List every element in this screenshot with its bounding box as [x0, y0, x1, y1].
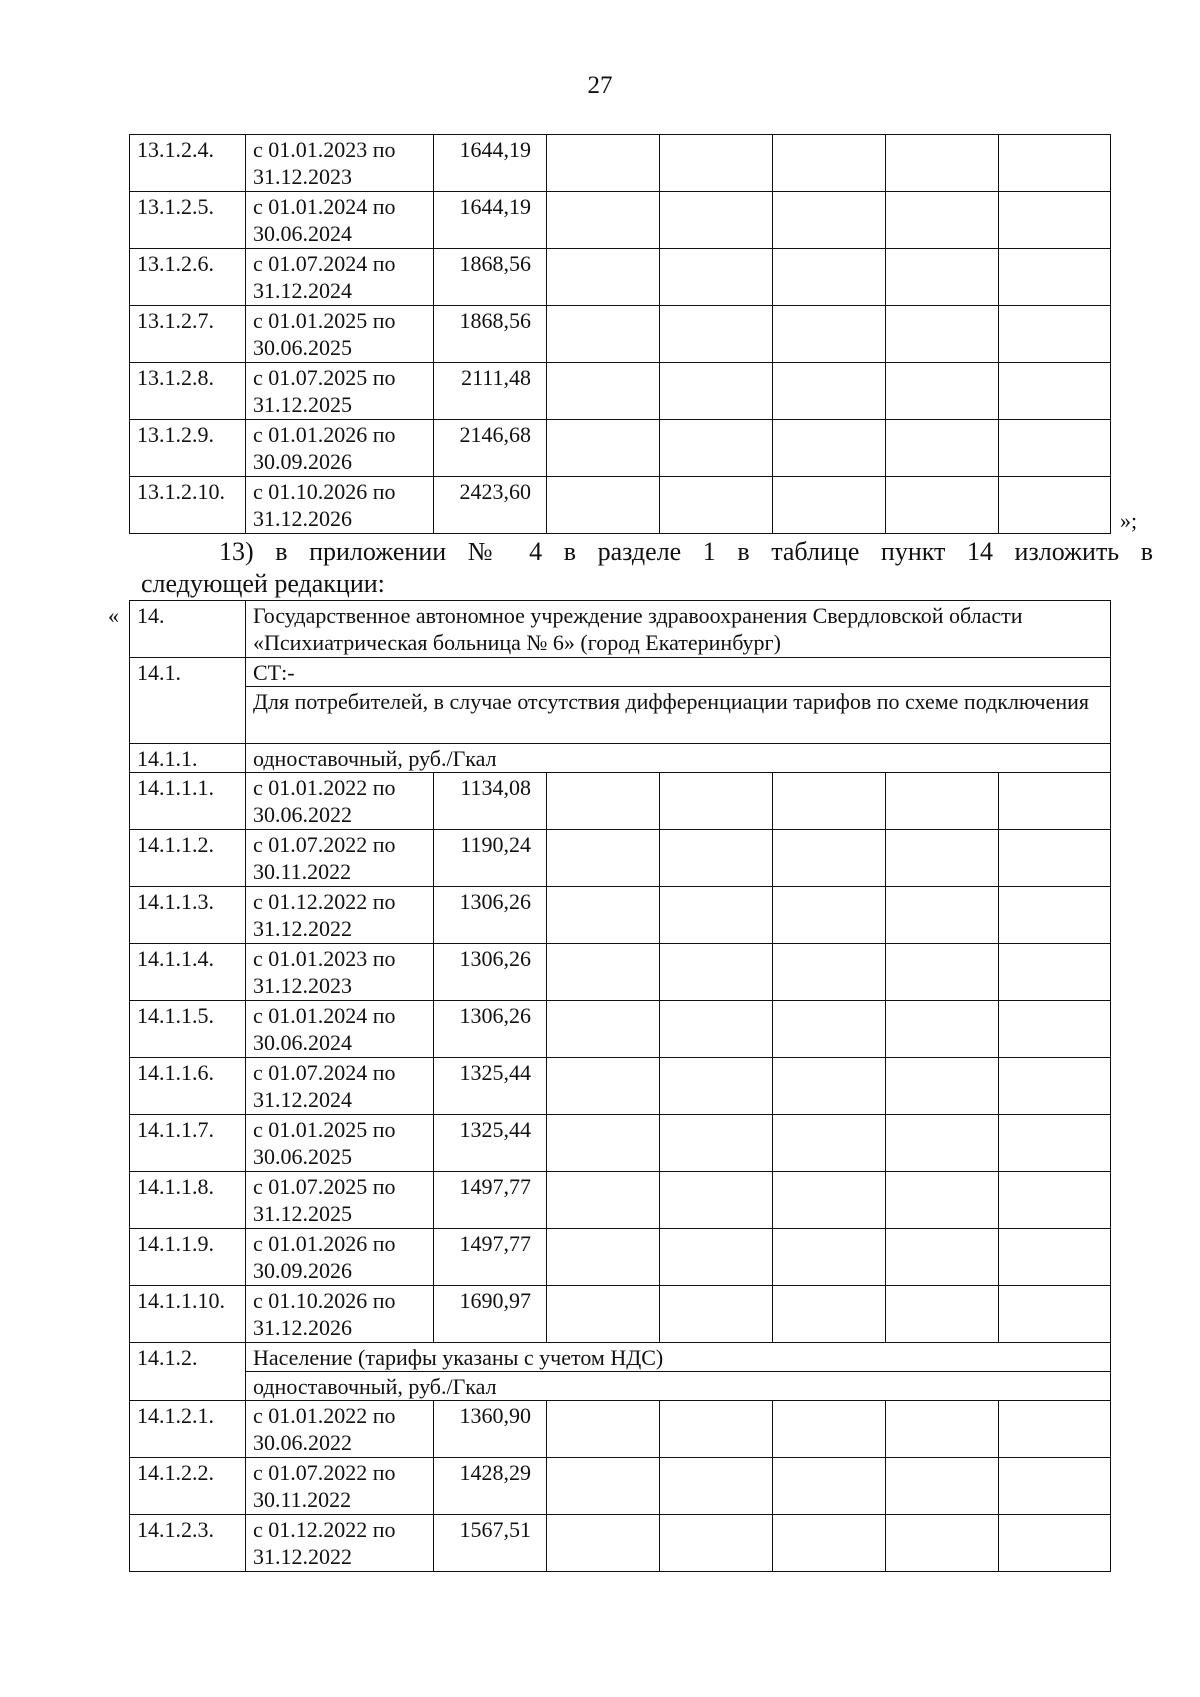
row-period: с 01.01.2024 по 30.06.2024: [246, 1001, 434, 1058]
empty-cell: [660, 477, 773, 534]
empty-cell: [547, 363, 660, 420]
table-row: [130, 944, 1111, 1001]
row-value: 1190,24: [434, 830, 547, 887]
table-row: [130, 306, 1111, 363]
row-period: с 01.12.2022 по 31.12.2022: [246, 887, 434, 944]
empty-cell: [999, 249, 1111, 306]
empty-cell: [660, 773, 773, 830]
row-code: 14.1.1.7.: [130, 1115, 246, 1172]
table-row: [130, 363, 1111, 420]
empty-cell: [773, 1286, 886, 1343]
empty-cell: [999, 1229, 1111, 1286]
row-value: 2111,48: [434, 363, 547, 420]
empty-cell: [773, 1401, 886, 1458]
empty-cell: [660, 1458, 773, 1515]
table-row: [130, 477, 1111, 534]
row-code: 14.1.1.6.: [130, 1058, 246, 1115]
row-code: 14.1.: [130, 658, 246, 744]
table-row: [130, 1286, 1111, 1343]
empty-cell: [999, 1001, 1111, 1058]
row-code: 14.1.2.: [130, 1343, 246, 1401]
empty-cell: [999, 830, 1111, 887]
row-period: с 01.01.2023 по 31.12.2023: [246, 944, 434, 1001]
empty-cell: [773, 192, 886, 249]
empty-cell: [886, 1515, 999, 1572]
row-period: с 01.01.2023 по 31.12.2023: [246, 135, 434, 192]
empty-cell: [660, 830, 773, 887]
empty-cell: [660, 363, 773, 420]
empty-cell: [886, 135, 999, 192]
row-code: 14.1.1.3.: [130, 887, 246, 944]
row-period: с 01.01.2026 по 30.09.2026: [246, 420, 434, 477]
empty-cell: [660, 192, 773, 249]
empty-cell: [886, 830, 999, 887]
row-code: 13.1.2.7.: [130, 306, 246, 363]
empty-cell: [547, 1172, 660, 1229]
table-row: [130, 420, 1111, 477]
row-value: 1306,26: [434, 887, 547, 944]
row-code: 14.1.2.3.: [130, 1515, 246, 1572]
empty-cell: [547, 1286, 660, 1343]
table-row: [130, 830, 1111, 887]
row-value: 1567,51: [434, 1515, 547, 1572]
empty-cell: [886, 420, 999, 477]
table-row: [130, 135, 1111, 192]
row-text: Население (тарифы указаны с учетом НДС): [246, 1343, 1111, 1372]
table-row: [130, 773, 1111, 830]
empty-cell: [547, 773, 660, 830]
table-row: [130, 192, 1111, 249]
empty-cell: [999, 192, 1111, 249]
empty-cell: [547, 1115, 660, 1172]
empty-cell: [773, 944, 886, 1001]
table-row: [130, 601, 1111, 658]
row-period: с 01.01.2026 по 30.09.2026: [246, 1229, 434, 1286]
row-value: 1428,29: [434, 1458, 547, 1515]
row-code: 14.1.1.9.: [130, 1229, 246, 1286]
row-code: 13.1.2.6.: [130, 249, 246, 306]
row-code: 13.1.2.9.: [130, 420, 246, 477]
row-value: 1360,90: [434, 1401, 547, 1458]
empty-cell: [547, 135, 660, 192]
row-code: 13.1.2.4.: [130, 135, 246, 192]
table-row: [130, 1343, 1111, 1372]
empty-cell: [660, 420, 773, 477]
empty-cell: [660, 887, 773, 944]
table-row: [130, 1058, 1111, 1115]
empty-cell: [773, 1172, 886, 1229]
row-code: 14.1.1.1.: [130, 773, 246, 830]
empty-cell: [886, 1401, 999, 1458]
empty-cell: [660, 249, 773, 306]
empty-cell: [660, 1229, 773, 1286]
row-period: с 01.01.2025 по 30.06.2025: [246, 1115, 434, 1172]
empty-cell: [547, 192, 660, 249]
empty-cell: [773, 887, 886, 944]
empty-cell: [773, 1115, 886, 1172]
empty-cell: [886, 1229, 999, 1286]
row-code: 14.1.1.5.: [130, 1001, 246, 1058]
table-row: [130, 1001, 1111, 1058]
empty-cell: [773, 773, 886, 830]
empty-cell: [660, 306, 773, 363]
empty-cell: [547, 1229, 660, 1286]
empty-cell: [547, 887, 660, 944]
row-code: 13.1.2.5.: [130, 192, 246, 249]
empty-cell: [660, 944, 773, 1001]
empty-cell: [773, 1058, 886, 1115]
table-row: [130, 1115, 1111, 1172]
empty-cell: [999, 1286, 1111, 1343]
empty-cell: [886, 1058, 999, 1115]
empty-cell: [547, 477, 660, 534]
row-period: с 01.07.2025 по 31.12.2025: [246, 363, 434, 420]
empty-cell: [773, 249, 886, 306]
row-value: 2146,68: [434, 420, 547, 477]
empty-cell: [886, 1001, 999, 1058]
empty-cell: [547, 944, 660, 1001]
row-text: Для потребителей, в случае отсутствия дифференциации тарифов по схеме подключения: [246, 687, 1111, 744]
row-text: СТ:-: [246, 658, 1111, 687]
empty-cell: [547, 1401, 660, 1458]
row-period: с 01.07.2024 по 31.12.2024: [246, 1058, 434, 1115]
empty-cell: [999, 306, 1111, 363]
organization-name: Государственное автономное учреждение здравоохранения Свердловской области «Психиатрическая больница № 6» (город Екатеринбург): [246, 601, 1111, 658]
table-row: [130, 1401, 1111, 1458]
empty-cell: [999, 944, 1111, 1001]
row-period: с 01.01.2022 по 30.06.2022: [246, 773, 434, 830]
table-row: [130, 1372, 1111, 1401]
row-code: 14.: [130, 601, 246, 658]
page-number: 27: [587, 72, 613, 99]
empty-cell: [660, 1058, 773, 1115]
empty-cell: [773, 830, 886, 887]
row-value: 1325,44: [434, 1058, 547, 1115]
row-code: 13.1.2.10.: [130, 477, 246, 534]
row-period: с 01.10.2026 по 31.12.2026: [246, 1286, 434, 1343]
empty-cell: [886, 773, 999, 830]
empty-cell: [773, 1458, 886, 1515]
row-code: 14.1.1.4.: [130, 944, 246, 1001]
row-period: с 01.07.2025 по 31.12.2025: [246, 1172, 434, 1229]
empty-cell: [660, 1286, 773, 1343]
empty-cell: [547, 306, 660, 363]
empty-cell: [886, 306, 999, 363]
empty-cell: [886, 1115, 999, 1172]
row-value: 1306,26: [434, 1001, 547, 1058]
row-value: 1868,56: [434, 306, 547, 363]
empty-cell: [886, 249, 999, 306]
empty-cell: [999, 135, 1111, 192]
empty-cell: [660, 1115, 773, 1172]
empty-cell: [886, 363, 999, 420]
empty-cell: [886, 887, 999, 944]
table-body: [130, 601, 1111, 1572]
row-code: 13.1.2.8.: [130, 363, 246, 420]
empty-cell: [773, 1515, 886, 1572]
row-value: 1644,19: [434, 192, 547, 249]
opening-quote-mark: «: [108, 603, 119, 628]
row-period: с 01.01.2025 по 30.06.2025: [246, 306, 434, 363]
row-value: 2423,60: [434, 477, 547, 534]
table-row: [130, 249, 1111, 306]
table-row: [130, 744, 1111, 773]
row-code: 14.1.2.1.: [130, 1401, 246, 1458]
row-period: с 01.07.2022 по 30.11.2022: [246, 1458, 434, 1515]
row-code: 14.1.1.2.: [130, 830, 246, 887]
row-code: 14.1.1.10.: [130, 1286, 246, 1343]
empty-cell: [547, 1001, 660, 1058]
row-period: с 01.10.2026 по 31.12.2026: [246, 477, 434, 534]
empty-cell: [660, 135, 773, 192]
row-text: одноставочный, руб./Гкал: [246, 744, 1111, 773]
table-row: [130, 1515, 1111, 1572]
empty-cell: [999, 1401, 1111, 1458]
empty-cell: [773, 363, 886, 420]
empty-cell: [547, 420, 660, 477]
empty-cell: [547, 830, 660, 887]
row-period: с 01.01.2024 по 30.06.2024: [246, 192, 434, 249]
amendment-paragraph: [143, 536, 1153, 600]
empty-cell: [547, 1058, 660, 1115]
amendment-number: 13): [219, 537, 254, 566]
row-value: 1497,77: [434, 1172, 547, 1229]
table-row: [130, 1172, 1111, 1229]
empty-cell: [999, 1515, 1111, 1572]
empty-cell: [999, 477, 1111, 534]
empty-cell: [547, 249, 660, 306]
empty-cell: [999, 773, 1111, 830]
row-code: 14.1.1.: [130, 744, 246, 773]
empty-cell: [660, 1401, 773, 1458]
row-period: с 01.07.2024 по 31.12.2024: [246, 249, 434, 306]
table-row: [130, 1229, 1111, 1286]
row-period: с 01.01.2022 по 30.06.2022: [246, 1401, 434, 1458]
amendment-text-line-1: в приложении № 4 в разделе 1 в таблице пункт 14 изложить в: [275, 537, 1154, 566]
empty-cell: [999, 1172, 1111, 1229]
row-period: с 01.12.2022 по 31.12.2022: [246, 1515, 434, 1572]
row-value: 1497,77: [434, 1229, 547, 1286]
empty-cell: [886, 192, 999, 249]
empty-cell: [773, 420, 886, 477]
empty-cell: [660, 1001, 773, 1058]
empty-cell: [773, 135, 886, 192]
empty-cell: [547, 1515, 660, 1572]
empty-cell: [886, 477, 999, 534]
empty-cell: [886, 1458, 999, 1515]
empty-cell: [773, 477, 886, 534]
empty-cell: [886, 1172, 999, 1229]
table-row: [130, 658, 1111, 687]
row-value: 1325,44: [434, 1115, 547, 1172]
row-value: 1690,97: [434, 1286, 547, 1343]
row-value: 1644,19: [434, 135, 547, 192]
row-value: 1306,26: [434, 944, 547, 1001]
row-value: 1868,56: [434, 249, 547, 306]
tariff-table-13: [129, 134, 1111, 534]
empty-cell: [660, 1172, 773, 1229]
closing-quote-mark: »;: [1120, 508, 1138, 533]
empty-cell: [773, 1229, 886, 1286]
empty-cell: [999, 1115, 1111, 1172]
empty-cell: [773, 1001, 886, 1058]
empty-cell: [999, 887, 1111, 944]
amendment-text-line-2: следующей редакции:: [141, 569, 385, 598]
row-code: 14.1.1.8.: [130, 1172, 246, 1229]
empty-cell: [886, 944, 999, 1001]
amendment-line-1: [143, 536, 1153, 568]
table-body: [130, 135, 1111, 534]
empty-cell: [886, 1286, 999, 1343]
empty-cell: [773, 306, 886, 363]
empty-cell: [547, 1458, 660, 1515]
empty-cell: [999, 1058, 1111, 1115]
table-row: [130, 887, 1111, 944]
row-value: 1134,08: [434, 773, 547, 830]
tariff-table-14: [129, 600, 1111, 1572]
table-row: [130, 687, 1111, 744]
empty-cell: [999, 1458, 1111, 1515]
row-text: одноставочный, руб./Гкал: [246, 1372, 1111, 1401]
table-row: [130, 1458, 1111, 1515]
empty-cell: [660, 1515, 773, 1572]
empty-cell: [999, 363, 1111, 420]
row-code: 14.1.2.2.: [130, 1458, 246, 1515]
row-period: с 01.07.2022 по 30.11.2022: [246, 830, 434, 887]
empty-cell: [999, 420, 1111, 477]
